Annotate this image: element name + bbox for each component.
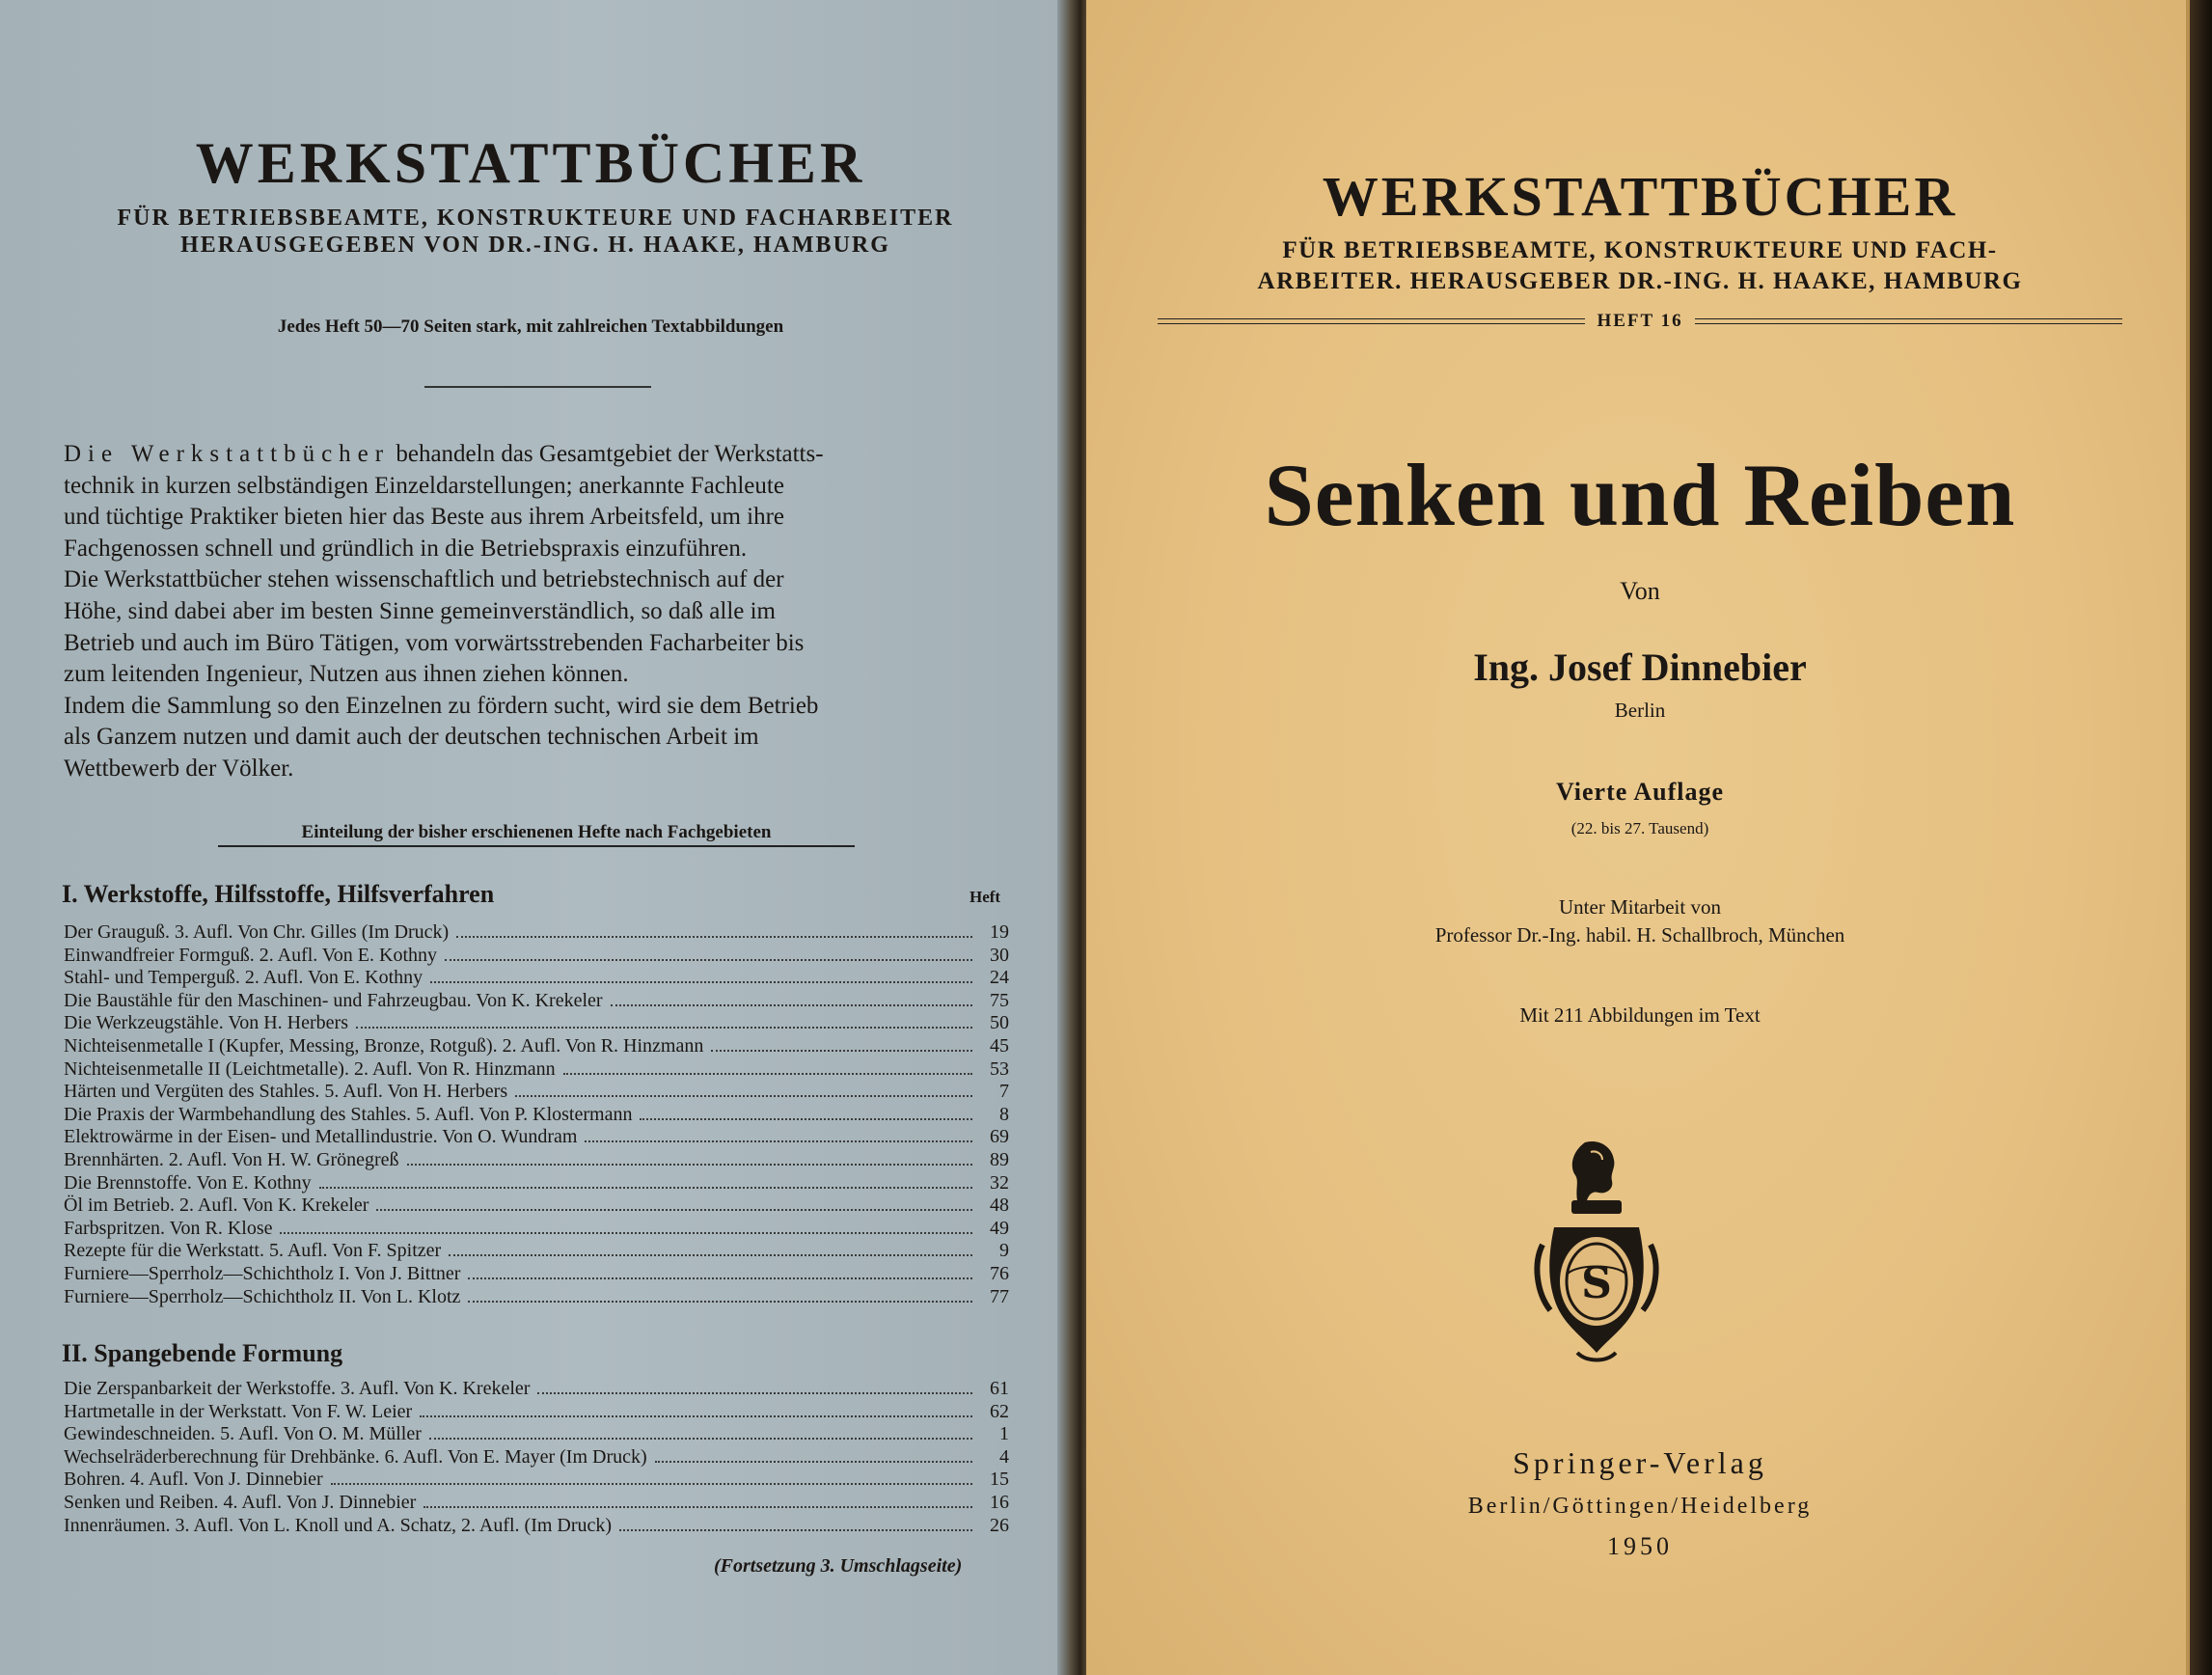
right-series-title: WERKSTATTBÜCHER (1322, 165, 1958, 228)
toc-entry-heft-number: 19 (990, 921, 1009, 943)
toc-entry (64, 1218, 1009, 1241)
toc-leader-dots (585, 1140, 972, 1142)
toc-entry-heft-number: 77 (990, 1285, 1009, 1307)
book-title: Senken und Reiben (1264, 446, 2016, 544)
toc-entry-title: Wechselräderberechnung für Drehbänke. 6. Aufl. Von E. Mayer (Im Druck) (64, 1445, 647, 1468)
section2-heading: II. Spangebende Formung (62, 1339, 343, 1367)
toc-entry-title: Brennhärten. 2. Aufl. Von H. W. Grönegreß (64, 1148, 399, 1170)
toc-entry-heft-number: 15 (990, 1469, 1009, 1491)
author-name: Ing. Josef Dinnebier (1473, 645, 1807, 689)
author-city: Berlin (1614, 699, 1666, 722)
toc-leader-dots (331, 1483, 972, 1485)
left-page-note: Jedes Heft 50—70 Seiten stark, mit zahlreichen Textabbildungen (277, 316, 784, 337)
intro-text (64, 439, 1009, 785)
intro-line: Die Werkstattbücher behandeln das Gesamtgebiet der Werkstatts- (64, 441, 824, 467)
toc-entry-title: Elektrowärme in der Eisen- und Metallindustrie. Von O. Wundram (64, 1126, 578, 1148)
toc-entry (64, 1194, 1009, 1218)
toc-entry-heft-number: 69 (990, 1126, 1009, 1148)
toc-leader-dots (711, 1050, 972, 1052)
toc-leader-dots (515, 1095, 972, 1097)
toc-entry-heft-number: 50 (990, 1012, 1009, 1034)
toc-entry (64, 1081, 1009, 1104)
toc-entry-title: Der Grauguß. 3. Aufl. Von Chr. Gilles (Im Druck) (64, 921, 450, 943)
toc-entry-heft-number: 4 (999, 1445, 1009, 1468)
intro-line: und tüchtige Praktiker bieten hier das Beste aus ihrem Arbeitsfeld, um ihre (64, 504, 785, 531)
toc-entry-heft-number: 30 (990, 944, 1009, 966)
toc-leader-dots (468, 1301, 972, 1303)
intro-spaced-words: Die Werkstattbücher (64, 441, 391, 467)
page-edge (2190, 0, 2212, 1675)
toc-leader-dots (655, 1461, 972, 1463)
toc-leader-dots (319, 1187, 972, 1189)
publisher-name: Springer-Verlag (1513, 1445, 1767, 1480)
toc-entry-heft-number: 61 (990, 1378, 1009, 1399)
toc-entry-title: Bohren. 4. Aufl. Von J. Dinnebier (64, 1469, 323, 1491)
heft-banner (1158, 311, 2122, 332)
section1-list (64, 921, 1009, 1308)
edition: Vierte Auflage (1555, 778, 1725, 806)
springer-knight-emblem-icon (1529, 1139, 1664, 1374)
toc-entry-title: Nichteisenmetalle I (Kupfer, Messing, Bronze, Rotguß). 2. Aufl. Von R. Hinzmann (64, 1034, 704, 1057)
toc-leader-dots (429, 1438, 972, 1440)
left-series-title: WERKSTATTBÜCHER (195, 131, 866, 195)
toc-entry (64, 1012, 1009, 1035)
toc-entry-heft-number: 16 (990, 1491, 1009, 1513)
intro-line: als Ganzem nutzen und damit auch der deutschen technischen Arbeit im (64, 724, 759, 751)
right-subtitle-line1: FÜR BETRIEBSBEAMTE, KONSTRUKTEURE UND FACH- (1282, 237, 1998, 263)
toc-entry (64, 967, 1009, 990)
toc-leader-dots (445, 959, 972, 961)
toc-entry (64, 990, 1009, 1013)
intro-line: Betrieb und auch im Büro Tätigen, vom vorwärtsstrebenden Facharbeiter bis (64, 629, 805, 656)
toc-entry-heft-number: 49 (990, 1217, 1009, 1239)
section1-heading: I. Werkstoffe, Hilfsstoffe, Hilfsverfahren (62, 880, 495, 908)
intro-line: technik in kurzen selbständigen Einzeldarstellungen; anerkannte Fachleute (64, 472, 784, 499)
toc-entry-title: Senken und Reiben. 4. Aufl. Von J. Dinnebier (64, 1491, 417, 1513)
toc-entry-title: Farbspritzen. Von R. Klose (64, 1217, 273, 1239)
continuation-note: (Fortsetzung 3. Umschlagseite) (714, 1555, 963, 1577)
toc-leader-dots (611, 1004, 972, 1006)
toc-entry-title: Die Baustähle für den Maschinen- und Fahrzeugbau. Von K. Krekeler (64, 989, 603, 1011)
publisher-cities: Berlin/Göttingen/Heidelberg (1467, 1494, 1813, 1519)
toc-entry (64, 1378, 1009, 1401)
book-gutter (1057, 0, 1090, 1675)
toc-entry-heft-number: 62 (990, 1400, 1009, 1422)
toc-entry-heft-number: 32 (990, 1171, 1009, 1194)
toc-entry-heft-number: 76 (990, 1262, 1009, 1284)
svg-text:S: S (1581, 1259, 1612, 1308)
left-subtitle-line1: FÜR BETRIEBSBEAMTE, KONSTRUKTEURE UND FACHARBEITER (117, 206, 954, 231)
toc-leader-dots (563, 1073, 972, 1075)
toc-leader-dots (430, 981, 972, 983)
toc-entry-heft-number: 1 (999, 1423, 1009, 1445)
toc-entry-heft-number: 9 (999, 1240, 1009, 1262)
toc-entry-title: Öl im Betrieb. 2. Aufl. Von K. Krekeler (64, 1194, 369, 1217)
toc-entry-heft-number: 89 (990, 1148, 1009, 1170)
toc-entry-heft-number: 8 (999, 1103, 1009, 1125)
heft-column-label: Heft (969, 888, 1001, 906)
toc-entry-title: Furniere—Sperrholz—Schichtholz II. Von L. Klotz (64, 1285, 461, 1307)
left-divider (424, 386, 651, 388)
toc-entry (64, 1149, 1009, 1172)
toc-leader-dots (640, 1118, 972, 1120)
toc-entry (64, 1515, 1009, 1538)
toc-entry-title: Innenräumen. 3. Aufl. Von L. Knoll und A. Schatz, 2. Aufl. (Im Druck) (64, 1514, 613, 1536)
toc-entry (64, 1058, 1009, 1082)
intro-line: Höhe, sind dabei aber im besten Sinne gemeinverständlich, so daß alle im (64, 597, 777, 624)
toc-entry-heft-number: 75 (990, 989, 1009, 1011)
toc-entry-title: Gewindeschneiden. 5. Aufl. Von O. M. Müller (64, 1423, 422, 1445)
toc-leader-dots (423, 1506, 972, 1508)
toc-leader-dots (356, 1027, 972, 1029)
toc-entry-title: Stahl- und Temperguß. 2. Aufl. Von E. Kothny (64, 967, 423, 989)
left-subtitle-line2: HERAUSGEGEBEN VON DR.-ING. H. HAAKE, HAMBURG (180, 233, 890, 258)
toc-entry-heft-number: 24 (990, 967, 1009, 989)
toc-leader-dots (376, 1209, 972, 1211)
intro-line: Wettbewerb der Völker. (64, 755, 294, 782)
toc-entry-title: Die Zerspanbarkeit der Werkstoffe. 3. Aufl. Von K. Krekeler (64, 1378, 531, 1399)
toc-entry-title: Die Brennstoffe. Von E. Kothny (64, 1171, 312, 1194)
toc-entry (64, 921, 1009, 945)
collaboration-line1: Unter Mitarbeit von (1559, 895, 1721, 919)
einteilung-heading: Einteilung der bisher erschienenen Hefte nach Fachgebieten (218, 822, 855, 847)
toc-entry (64, 1263, 1009, 1286)
toc-entry (64, 1446, 1009, 1469)
toc-entry-title: Die Praxis der Warmbehandlung des Stahles. 5. Aufl. Von P. Klostermann (64, 1103, 633, 1125)
toc-entry-heft-number: 45 (990, 1034, 1009, 1057)
toc-entry (64, 1469, 1009, 1492)
toc-entry (64, 1401, 1009, 1424)
publication-year: 1950 (1607, 1532, 1673, 1560)
toc-entry-title: Die Werkzeugstähle. Von H. Herbers (64, 1012, 348, 1034)
toc-entry-title: Einwandfreier Formguß. 2. Aufl. Von E. Kothny (64, 944, 438, 966)
toc-leader-dots (449, 1254, 972, 1256)
section2-list (64, 1378, 1009, 1537)
toc-leader-dots (456, 936, 972, 938)
toc-leader-dots (619, 1529, 972, 1531)
printing-run: (22. bis 27. Tausend) (1570, 819, 1709, 838)
toc-leader-dots (407, 1164, 972, 1166)
toc-entry-heft-number: 7 (999, 1081, 1009, 1103)
toc-entry (64, 1172, 1009, 1195)
toc-entry (64, 1035, 1009, 1058)
toc-entry-heft-number: 26 (990, 1514, 1009, 1536)
intro-line: Indem die Sammlung so den Einzelnen zu fördern sucht, wird sie dem Betrieb (64, 692, 819, 719)
toc-entry-title: Rezepte für die Werkstatt. 5. Aufl. Von F. Spitzer (64, 1240, 442, 1262)
toc-entry-title: Hartmetalle in der Werkstatt. Von F. W. Leier (64, 1400, 413, 1422)
toc-entry (64, 1492, 1009, 1515)
toc-leader-dots (280, 1232, 972, 1234)
heft-number: HEFT 16 (1597, 311, 1683, 331)
collaboration-line2: Professor Dr.-Ing. habil. H. Schallbroch, München (1434, 923, 1845, 947)
toc-entry-title: Furniere—Sperrholz—Schichtholz I. Von J. Bittner (64, 1262, 461, 1284)
right-subtitle-line2: ARBEITER. HERAUSGEBER DR.-ING. H. HAAKE, HAMBURG (1257, 268, 2023, 294)
toc-leader-dots (537, 1392, 972, 1394)
illustrations-count: Mit 211 Abbildungen im Text (1519, 1003, 1761, 1027)
intro-line: Die Werkstattbücher stehen wissenschaftlich und betriebstechnisch auf der (64, 566, 784, 593)
von-label: Von (1620, 577, 1660, 605)
intro-line: zum leitenden Ingenieur, Nutzen aus ihnen ziehen können. (64, 661, 629, 688)
toc-entry (64, 1286, 1009, 1309)
double-rule-right (1695, 318, 2122, 324)
double-rule-left (1158, 318, 1585, 324)
toc-leader-dots (420, 1415, 972, 1417)
toc-entry-heft-number: 48 (990, 1194, 1009, 1217)
toc-entry-heft-number: 53 (990, 1057, 1009, 1080)
toc-leader-dots (468, 1277, 972, 1279)
toc-entry (64, 1104, 1009, 1127)
toc-entry (64, 1126, 1009, 1149)
intro-line: Fachgenossen schnell und gründlich in die Betriebspraxis einzuführen. (64, 535, 748, 562)
toc-entry-title: Nichteisenmetalle II (Leichtmetalle). 2. Aufl. Von R. Hinzmann (64, 1057, 556, 1080)
toc-entry (64, 945, 1009, 968)
toc-entry-title: Härten und Vergüten des Stahles. 5. Aufl. Von H. Herbers (64, 1081, 508, 1103)
toc-entry (64, 1240, 1009, 1263)
toc-entry (64, 1423, 1009, 1446)
